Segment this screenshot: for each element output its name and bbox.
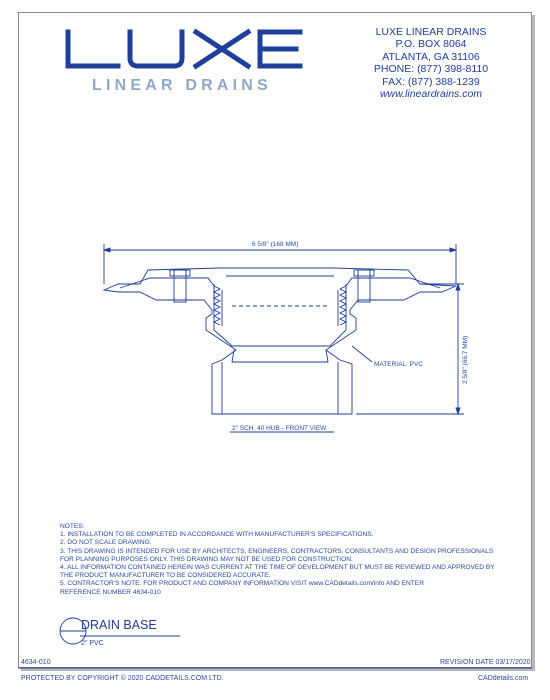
notes-heading: NOTES: (60, 523, 85, 530)
note-line: FOR PLANNING PURPOSES ONLY. THIS DRAWING MAY NOT BE USED FOR CONSTRUCTION. (60, 555, 353, 563)
note-line: 3. THIS DRAWING IS INTENDED FOR USE BY ARCHITECTS, ENGINEERS, CONTRACTORS, CONSULTANTS AND DESIGN PROFESSIONALS (60, 547, 494, 555)
bolt-left (174, 270, 186, 302)
material-leader (352, 346, 372, 362)
note-line: 4. ALL INFORMATION CONTAINED HEREIN WAS CURRENT AT THE TIME OF DEVELOPMENT BUT MUST BE REVIEWED AND APPROVED BY (60, 564, 495, 572)
company-name: LUXE LINEAR DRAINS (375, 26, 487, 38)
flange-outline (104, 268, 456, 414)
notes-block (60, 523, 495, 597)
note-line: 2. DO NOT SCALE DRAWING. (60, 539, 152, 547)
caddetails-brand[interactable]: CADdetails.com (478, 675, 529, 682)
note-line: 1. INSTALLATION TO BE COMPLETED IN ACCORDANCE WITH MANUFACTURER'S SPECIFICATIONS. (60, 531, 374, 539)
material-label: MATERIAL: PVC (374, 361, 424, 368)
note-line: THE PRODUCT MANUFACTURER TO BE CONSIDERED ACCURATE. (60, 572, 271, 580)
fax-line: FAX: (877) 388-1239 (382, 75, 480, 88)
view-caption: 2" SCH. 40 HUB - FRONT VIEW (232, 425, 327, 432)
thread-left (214, 286, 220, 325)
note-line: 5. CONTRACTOR'S NOTE: FOR PRODUCT AND COMPANY INFORMATION VISIT www.CADdetails.com/info AND ENTER (60, 580, 424, 588)
city-line: ATLANTA, GA 31106 (382, 50, 480, 63)
note-line: REFERENCE NUMBER 4634-010 (60, 588, 161, 596)
revision-date: REVISION DATE 03/17/2020 (440, 659, 531, 666)
logo-tagline: LINEAR DRAINS (92, 77, 272, 94)
reference-number: 4634-010 (21, 659, 51, 666)
website-link[interactable]: www.lineardrains.com (379, 88, 483, 101)
phone-line: PHONE: (877) 398-8110 (373, 63, 489, 76)
po-box: P.O. BOX 8064 (395, 38, 467, 51)
height-dimension-label: 2 5/8" (66.7 MM) (462, 335, 469, 384)
copyright-notice: PROTECTED BY COPYRIGHT © 2020 CADDETAILS.COM LTD. (21, 675, 224, 682)
drawing-title: DRAIN BASE (81, 618, 157, 632)
thread-right (340, 286, 346, 325)
drawing-subtitle: 2" PVC (81, 640, 104, 647)
bolt-right (358, 270, 370, 302)
width-dimension-label: 6 5/8" (168 MM) (252, 241, 299, 248)
hub-outline (214, 284, 346, 346)
